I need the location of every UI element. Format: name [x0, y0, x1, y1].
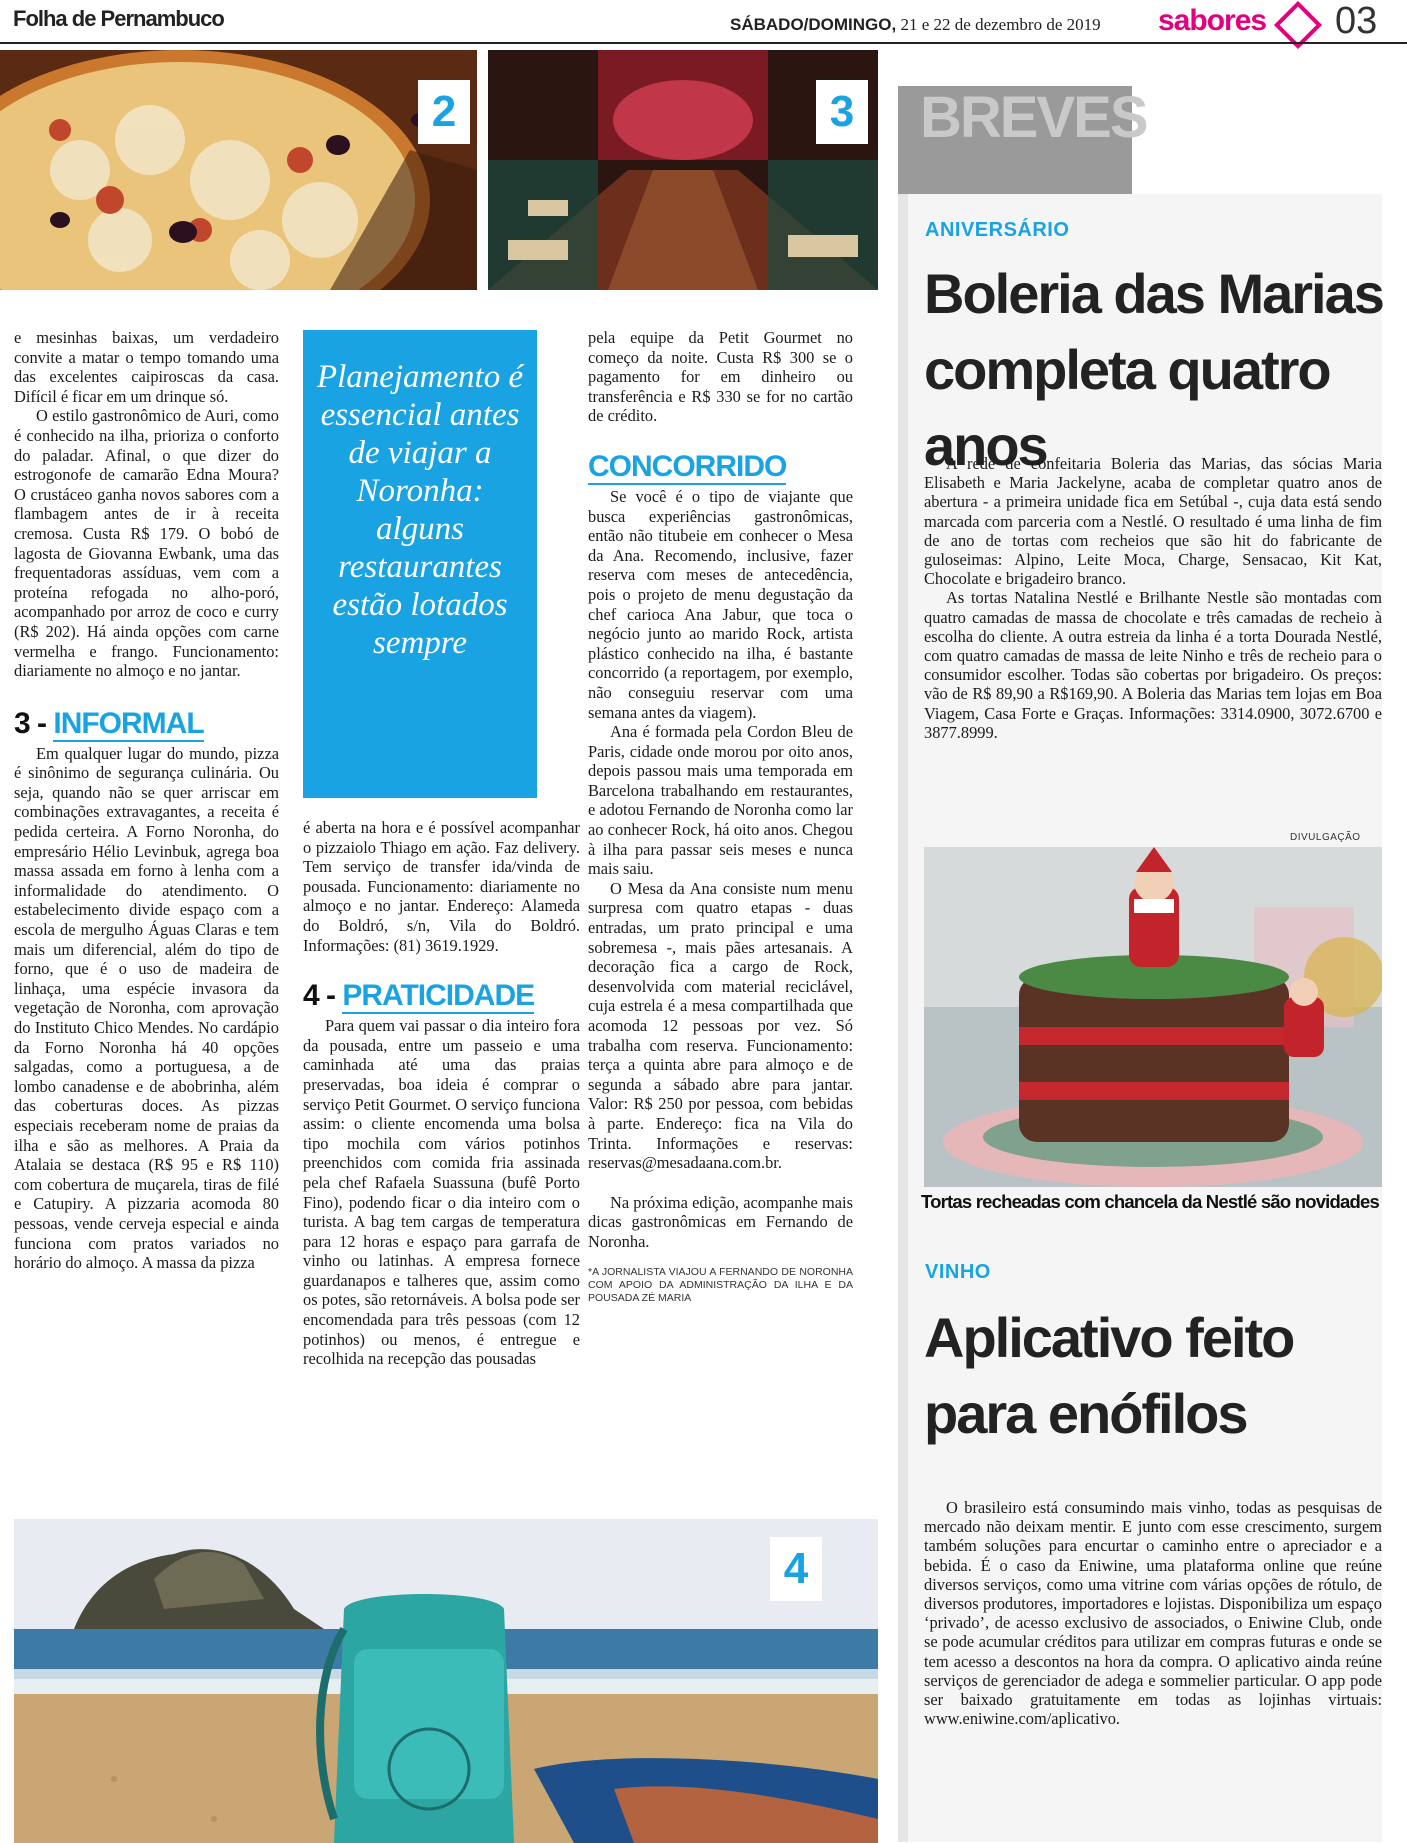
kicker-aniversario: ANIVERSÁRIO	[925, 219, 1070, 241]
subheading-title: PRATICIDADE	[342, 979, 535, 1013]
pull-quote	[303, 330, 537, 798]
article-column-3	[588, 328, 853, 1305]
headline-line: para enófilos	[924, 1382, 1247, 1445]
headline-aplicativo	[924, 1300, 1384, 1452]
subheading-praticidade	[303, 979, 580, 1013]
breves-band-cutout	[1132, 86, 1382, 194]
col3-paragraph-2: Se você é o tipo de viajante que busca experiências gastronômicas, então não titubeie em conhecer o Mesa da Ana. Recomendo, inclusive, fazer reserva com meses de antecedência, pois o projeto de menu degustação da chef carioca Ana Jabur, que toca o negócio junto ao marido Rock, artista plástico conhecido na ilha, é bastante concorrido (a reportagem, por exemplo, não conseguiu reservar com uma semana antes da viagem).	[588, 486, 853, 722]
breves-title: BREVES	[920, 85, 1147, 150]
photo-number-badge-4: 4	[770, 1537, 822, 1601]
journalist-note: *A JORNALISTA VIAJOU A FERNANDO DE NORONHA COM APOIO DA ADMINISTRAÇÃO DA ILHA E DA POUSADA ZÉ MARIA	[588, 1265, 853, 1304]
issue-date	[730, 15, 1101, 35]
pizza-photo	[0, 50, 477, 290]
article-eniwine	[924, 1498, 1382, 1728]
col1-paragraph-2: O estilo gastronômico de Auri, como é conhecido na ilha, prioriza o conforto do paladar. Afinal, o que dizer do estrogonofe de camarão Edna Moura? O crustáceo ganha novos sabores com a flambagem antes de ir à receita cremosa. Custa R$ 179. O bobó de lagosta de Giovanna Ewbank, uma das frequentadoras assíduas, vem com a proteína refogada no alho-poró, acompanhado por arroz de coco e curry (R$ 202). Há ainda opções com carne vermelha e frango. Funcionamento: diariamente no almoço e no jantar.	[14, 406, 279, 681]
subheading-concorrido	[588, 450, 853, 484]
issue-date-weekday: SÁBADO/DOMINGO,	[730, 15, 897, 34]
col3-paragraph-3: Ana é formada pela Cordon Bleu de Paris, cidade onde morou por oito anos, depois passou mais uma temporada em Barcelona trabalhando em restaurantes, e adotou Fernando de Noronha como lar ao conhecer Rock, há oito anos. Chegou à ilha para passar seis meses e nunca mais saiu.	[588, 722, 853, 879]
cake-photo	[924, 847, 1382, 1187]
restaurant-interior-photo	[488, 50, 878, 290]
headline-line: completa quatro anos	[924, 338, 1330, 477]
headline-boleria	[924, 256, 1384, 484]
eniwine-paragraph-1: O brasileiro está consumindo mais vinho, todas as pesquisas de mercado não deixam mentir. E junto com esse crescimento, surgem também soluções para encurtar o caminho entre o apreciador e a bebida. É o caso da Eniwine, uma plataforma online que reúne diversos serviços, como uma vitrine com várias opções de rótulo, de diversos produtores, importadores e lojistas. Disponibiliza um espaço ‘privado’, de acesso exclusivo de associados, o Eniwine Club, onde se pode acumular créditos para utilizar em compras futuras e onde se tem acesso a descontos na hora da compra. O aplicativo ainda reúne serviços de gerenciador de adega e sommelier particular. O app pode ser baixado gratuitamente em todas as lojinhas virtuais: www.eniwine.com/aplicativo.	[924, 1498, 1382, 1729]
newspaper-brand: Folha de Pernambuco	[13, 6, 224, 31]
headline-line: Boleria das Marias	[924, 262, 1383, 325]
section-name: sabores	[1158, 4, 1267, 37]
photo-number-badge-3: 3	[816, 80, 868, 144]
col2-paragraph-1: é aberta na hora e é possível acompanhar o pizzaiolo Thiago em ação. Faz delivery. Tem serviço de transfer ida/vinda de pousada. Funcionamento: diariamente no almoço e no jantar. Endereço: Alameda do Boldró, s/n, Vila do Boldró. Informações: (81) 3619.1929.	[303, 818, 580, 955]
page-number: 03	[1335, 0, 1378, 42]
subheading-number: 3 -	[14, 706, 54, 740]
pull-quote-text: Planejamento é essencial antes de viajar a Noronha: alguns restaurantes estão lotados sempre	[316, 359, 524, 661]
page-header	[0, 0, 1407, 42]
col3-paragraph-1: pela equipe da Petit Gourmet no começo da noite. Custa R$ 300 se o pagamento for em dinheiro ou transferência e R$ 330 se for no cartão de crédito.	[588, 328, 853, 426]
header-rule	[0, 42, 1407, 44]
photo-credit: DIVULGAÇÃO	[1290, 832, 1361, 843]
subheading-title: INFORMAL	[53, 706, 204, 740]
subheading-number: 4 -	[303, 979, 343, 1013]
cake-photo-caption: Tortas recheadas com chancela da Nestlé são novidades	[921, 1191, 1379, 1212]
boleria-paragraph-2: As tortas Natalina Nestlé e Brilhante Nestle são montadas com quatro camadas de massa de chocolate e três camadas de recheio à escolha do cliente. A outra estreia da linha é a torta Dourada Nestlé, com quatro camadas de massa de leite Ninho e três de recheio para o consumidor escolher. Todas são cobertas por brigadeiro. Os preços: vão de R$ 89,90 a R$169,90. A Boleria das Marias tem lojas em Boa Viagem, Casa Forte e Graças. Informações: 3314.0900, 3072.6700 e 3877.8999.	[924, 588, 1382, 742]
subheading-informal	[14, 707, 279, 741]
issue-date-days: 21 e 22 de dezembro de 2019	[896, 15, 1101, 34]
col1-paragraph-1: e mesinhas baixas, um verdadeiro convite a matar o tempo tomando uma das excelentes caipiroscas da casa. Difícil é ficar em um drinque só.	[14, 328, 279, 406]
photo-number-badge-2: 2	[418, 80, 470, 144]
article-boleria	[924, 454, 1382, 742]
headline-line: Aplicativo feito	[924, 1306, 1294, 1369]
beach-backpack-photo	[14, 1519, 878, 1843]
col3-paragraph-5: Na próxima edição, acompanhe mais dicas gastronômicas em Fernando de Noronha.	[588, 1192, 853, 1251]
article-column-1	[14, 328, 279, 1273]
col3-paragraph-4: O Mesa da Ana consiste num menu surpresa com quatro etapas - duas entradas, um prato principal e uma sobremesa -, mais pães artesanais. A decoração fica a cargo de Rock, desenvolvida com material reciclável, cuja estrela é a mesa compartilhada que acomoda 12 pessoas por vez. Só trabalha com reserva. Funcionamento: terça a quinta abre para almoço e de segunda a sábado abre para jantar. Valor: R$ 250 por pessoa, com bebidas à parte. Endereço: fica na Vila do Trinta. Informações e reservas: reservas@mesadaana.com.br.	[588, 878, 853, 1173]
subheading-title: CONCORRIDO	[588, 449, 787, 483]
col2-paragraph-2: Para quem vai passar o dia inteiro fora da pousada, entre um passeio e uma caminhada até uma das praias preservadas, boa ideia é comprar o serviço Petit Gourmet. O serviço funciona assim: o cliente encomenda uma bolsa tipo mochila com vários potinhos preenchidos com comida fria assinada pela chef Rafaela Suassuna (bufê Porto Fino), podendo ficar o dia inteiro com o turista. A bag tem cargas de temperatura para 12 horas e espaço para garrafa de vinho ou latinhas. A empresa fornece guardanapos e talheres que, assim como os potes, são retornáveis. A bolsa pode ser encomendada para três pessoas (com 12 potinhos) ou menos, é entregue e recolhida na recepção das pousadas	[303, 1016, 580, 1369]
article-column-2	[303, 818, 580, 1369]
kicker-vinho: VINHO	[925, 1261, 991, 1283]
boleria-paragraph-1: A rede de confeitaria Boleria das Marias, das sócias Maria Elisabeth e Maria Jackelyne, acaba de completar quatro anos de abertura - a primeira unidade fica em Setúbal -, cuja data está sendo marcada com parceria com a Nestlé. O resultado é uma linha de fim de ano de tortas com recheios que são hit do fabricante de guloseimas: Alpino, Leite Moca, Charge, Sensacao, Kit Kat, Chocolate e brigadeiro branco.	[924, 454, 1382, 589]
col1-paragraph-3: Em qualquer lugar do mundo, pizza é sinônimo de segurança culinária. Ou seja, quando não se quer arriscar em combinações extravagantes, a receita é pedida certeira. A Forno Noronha, do empresário Hélio Levinbuk, agrega boa massa assada em forno à lenha com a informalidade do atendimento. O estabelecimento divide espaço com a escola de mergulho Águas Claras e tem mais um diferencial, além do tipo de forno, que é o uso de madeira de linhaça, uma espécie invasora da vegetação de Noronha, com aprovação do Instituto Chico Mendes. No cardápio da Forno Noronha há 40 opções salgadas, como a portuguesa, a de lombo canadense e de abobrinha, além das coberturas doces. As pizzas especiais receberam nome de praias da ilha e são as melhores. A Praia da Atalaia se destaca (R$ 95 e R$ 110) com cobertura de muçarela, tiras de filé e Catupiry. A pizzaria acomoda 80 pessoas, vende cerveja especial e ainda funciona com pratos variados no horário do almoço. A massa da pizza	[14, 743, 279, 1273]
